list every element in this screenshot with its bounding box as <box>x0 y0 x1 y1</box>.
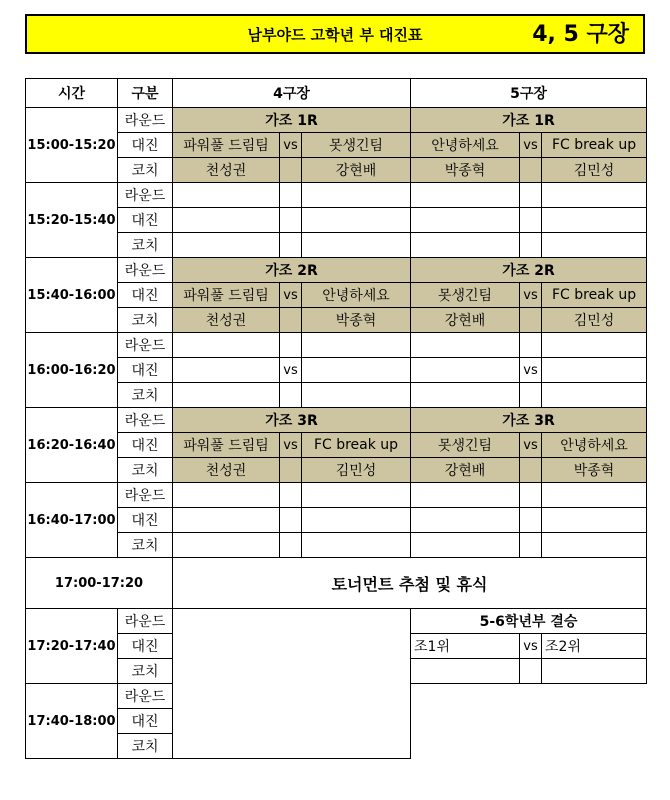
coach-label: 코치 <box>118 659 173 684</box>
empty-cell <box>302 383 411 408</box>
empty-cell <box>411 358 520 383</box>
round-label: 라운드 <box>118 183 173 208</box>
empty-cell <box>542 383 647 408</box>
empty-cell <box>173 383 280 408</box>
final-team-b: 조2위 <box>542 634 647 659</box>
empty-cell <box>542 659 647 684</box>
field4-coach-gap <box>280 458 302 483</box>
match-label: 대진 <box>118 133 173 158</box>
field4-team-a: 파워풀 드림팀 <box>173 133 280 158</box>
slot-coach-row <box>26 458 647 483</box>
empty-cell <box>520 508 542 533</box>
empty-cell <box>542 508 647 533</box>
field4-coach-b: 김민성 <box>302 458 411 483</box>
empty-cell <box>520 533 542 558</box>
final-round: 5-6학년부 결승 <box>411 609 647 634</box>
field5-team-b: FC break up <box>542 283 647 308</box>
empty-cell <box>411 533 520 558</box>
empty-cell <box>520 659 542 684</box>
round-label: 라운드 <box>118 258 173 283</box>
empty-cell <box>520 183 542 208</box>
match-label: 대진 <box>118 508 173 533</box>
empty-cell <box>173 233 280 258</box>
field5-team-b: 안녕하세요 <box>542 433 647 458</box>
empty-cell <box>302 333 411 358</box>
empty-cell <box>302 208 411 233</box>
empty-cell <box>280 533 302 558</box>
header-time: 시간 <box>26 79 118 108</box>
field5-team-a: 못생긴팀 <box>411 283 520 308</box>
field5-vs: vs <box>520 433 542 458</box>
empty-cell <box>173 533 280 558</box>
empty-cell <box>411 183 520 208</box>
empty-cell <box>411 208 520 233</box>
coach-label: 코치 <box>118 383 173 408</box>
field4-round: 가조 3R <box>173 408 411 433</box>
field5-blank <box>411 684 647 759</box>
schedule-table <box>25 78 647 759</box>
break-row <box>26 558 647 609</box>
slot-coach-row <box>26 383 647 408</box>
field5-round: 가조 2R <box>411 258 647 283</box>
slot-round-row <box>26 108 647 133</box>
empty-cell <box>411 508 520 533</box>
field5-team-a: 못생긴팀 <box>411 433 520 458</box>
field5-coach-b: 김민성 <box>542 158 647 183</box>
field5-team-a: 안녕하세요 <box>411 133 520 158</box>
round-label: 라운드 <box>118 108 173 133</box>
field4-vs: vs <box>280 283 302 308</box>
empty-cell <box>542 233 647 258</box>
match-label: 대진 <box>118 709 173 734</box>
field4-vs: vs <box>280 433 302 458</box>
empty-cell <box>280 508 302 533</box>
slot-round-row <box>26 483 647 508</box>
field5-coach-gap <box>520 158 542 183</box>
break-note: 토너먼트 추첨 및 휴식 <box>173 558 647 609</box>
field5-coach-gap <box>520 458 542 483</box>
field5-coach-a: 강현배 <box>411 458 520 483</box>
slot-match-row <box>26 208 647 233</box>
match-label: 대진 <box>118 283 173 308</box>
match-label: 대진 <box>118 208 173 233</box>
fields-title: 4, 5 구장 <box>532 22 629 47</box>
slot-match-row <box>26 358 647 383</box>
time-cell: 17:40-18:00 <box>26 684 118 759</box>
header-field4: 4구장 <box>173 79 411 108</box>
empty-cell <box>280 333 302 358</box>
round-label: 라운드 <box>118 408 173 433</box>
slot-round-row <box>26 258 647 283</box>
match-label: 대진 <box>118 433 173 458</box>
empty-cell <box>542 483 647 508</box>
field4-team-b: 안녕하세요 <box>302 283 411 308</box>
empty-cell <box>302 358 411 383</box>
empty-cell <box>302 508 411 533</box>
field5-coach-b: 김민성 <box>542 308 647 333</box>
coach-label: 코치 <box>118 308 173 333</box>
empty-cell <box>280 208 302 233</box>
field4-round: 가조 2R <box>173 258 411 283</box>
slot-match-row <box>26 283 647 308</box>
title-banner <box>25 14 645 54</box>
empty-cell <box>280 183 302 208</box>
time-cell: 16:20-16:40 <box>26 408 118 483</box>
time-cell: 17:20-17:40 <box>26 609 118 684</box>
empty-cell <box>542 208 647 233</box>
field4-coach-b: 강현배 <box>302 158 411 183</box>
empty-cell <box>280 483 302 508</box>
empty-cell <box>173 333 280 358</box>
field4-coach-gap <box>280 158 302 183</box>
field5-coach-b: 박종혁 <box>542 458 647 483</box>
field4-team-a: 파워풀 드림팀 <box>173 433 280 458</box>
slot-coach-row <box>26 158 647 183</box>
round-label: 라운드 <box>118 333 173 358</box>
round-label: 라운드 <box>118 609 173 634</box>
slot-round-row <box>26 183 647 208</box>
slot-coach-row <box>26 533 647 558</box>
field5-round: 가조 1R <box>411 108 647 133</box>
coach-label: 코치 <box>118 233 173 258</box>
round-label: 라운드 <box>118 483 173 508</box>
match-label: 대진 <box>118 634 173 659</box>
coach-label: 코치 <box>118 458 173 483</box>
page-title: 남부야드 고학년 부 대진표 <box>247 26 423 44</box>
field5-vs: vs <box>520 358 542 383</box>
empty-cell <box>411 659 520 684</box>
field4-round: 가조 1R <box>173 108 411 133</box>
empty-cell <box>302 233 411 258</box>
empty-cell <box>520 333 542 358</box>
header-row <box>26 79 647 108</box>
field4-vs: vs <box>280 358 302 383</box>
field5-coach-a: 강현배 <box>411 308 520 333</box>
time-cell: 17:00-17:20 <box>26 558 173 609</box>
empty-cell <box>542 333 647 358</box>
field5-vs: vs <box>520 283 542 308</box>
empty-cell <box>302 533 411 558</box>
slot-round-row <box>26 333 647 358</box>
time-cell: 15:20-15:40 <box>26 183 118 258</box>
time-cell: 15:00-15:20 <box>26 108 118 183</box>
empty-cell <box>173 358 280 383</box>
empty-cell <box>411 333 520 358</box>
field4-team-a: 파워풀 드림팀 <box>173 283 280 308</box>
slot-coach-row <box>26 233 647 258</box>
empty-cell <box>411 233 520 258</box>
empty-cell <box>520 483 542 508</box>
time-cell: 16:40-17:00 <box>26 483 118 558</box>
header-field5: 5구장 <box>411 79 647 108</box>
slot-coach-row <box>26 308 647 333</box>
time-cell: 15:40-16:00 <box>26 258 118 333</box>
empty-cell <box>542 358 647 383</box>
field4-coach-a: 천성권 <box>173 158 280 183</box>
empty-cell <box>173 508 280 533</box>
empty-cell <box>542 183 647 208</box>
field5-coach-a: 박종혁 <box>411 158 520 183</box>
field4-coach-a: 천성권 <box>173 308 280 333</box>
match-label: 대진 <box>118 358 173 383</box>
empty-cell <box>520 233 542 258</box>
time-cell: 16:00-16:20 <box>26 333 118 408</box>
slot-match-row <box>26 433 647 458</box>
empty-cell <box>302 483 411 508</box>
empty-cell <box>280 383 302 408</box>
coach-label: 코치 <box>118 158 173 183</box>
field5-team-b: FC break up <box>542 133 647 158</box>
header-category: 구분 <box>118 79 173 108</box>
final-vs: vs <box>520 634 542 659</box>
slot-round-row <box>26 408 647 433</box>
empty-cell <box>520 383 542 408</box>
field5-coach-gap <box>520 308 542 333</box>
field4-blank <box>173 609 411 759</box>
slot-round-row <box>26 609 647 634</box>
empty-cell <box>173 483 280 508</box>
empty-cell <box>173 183 280 208</box>
field4-vs: vs <box>280 133 302 158</box>
empty-cell <box>280 233 302 258</box>
field4-coach-gap <box>280 308 302 333</box>
empty-cell <box>411 383 520 408</box>
slot-match-row <box>26 508 647 533</box>
empty-cell <box>520 208 542 233</box>
slot-match-row <box>26 133 647 158</box>
field4-team-b: FC break up <box>302 433 411 458</box>
coach-label: 코치 <box>118 734 173 759</box>
field4-coach-a: 천성권 <box>173 458 280 483</box>
empty-cell <box>302 183 411 208</box>
empty-cell <box>411 483 520 508</box>
round-label: 라운드 <box>118 684 173 709</box>
empty-cell <box>173 208 280 233</box>
field5-vs: vs <box>520 133 542 158</box>
field5-round: 가조 3R <box>411 408 647 433</box>
empty-cell <box>542 533 647 558</box>
final-team-a: 조1위 <box>411 634 520 659</box>
field4-coach-b: 박종혁 <box>302 308 411 333</box>
coach-label: 코치 <box>118 533 173 558</box>
field4-team-b: 못생긴팀 <box>302 133 411 158</box>
